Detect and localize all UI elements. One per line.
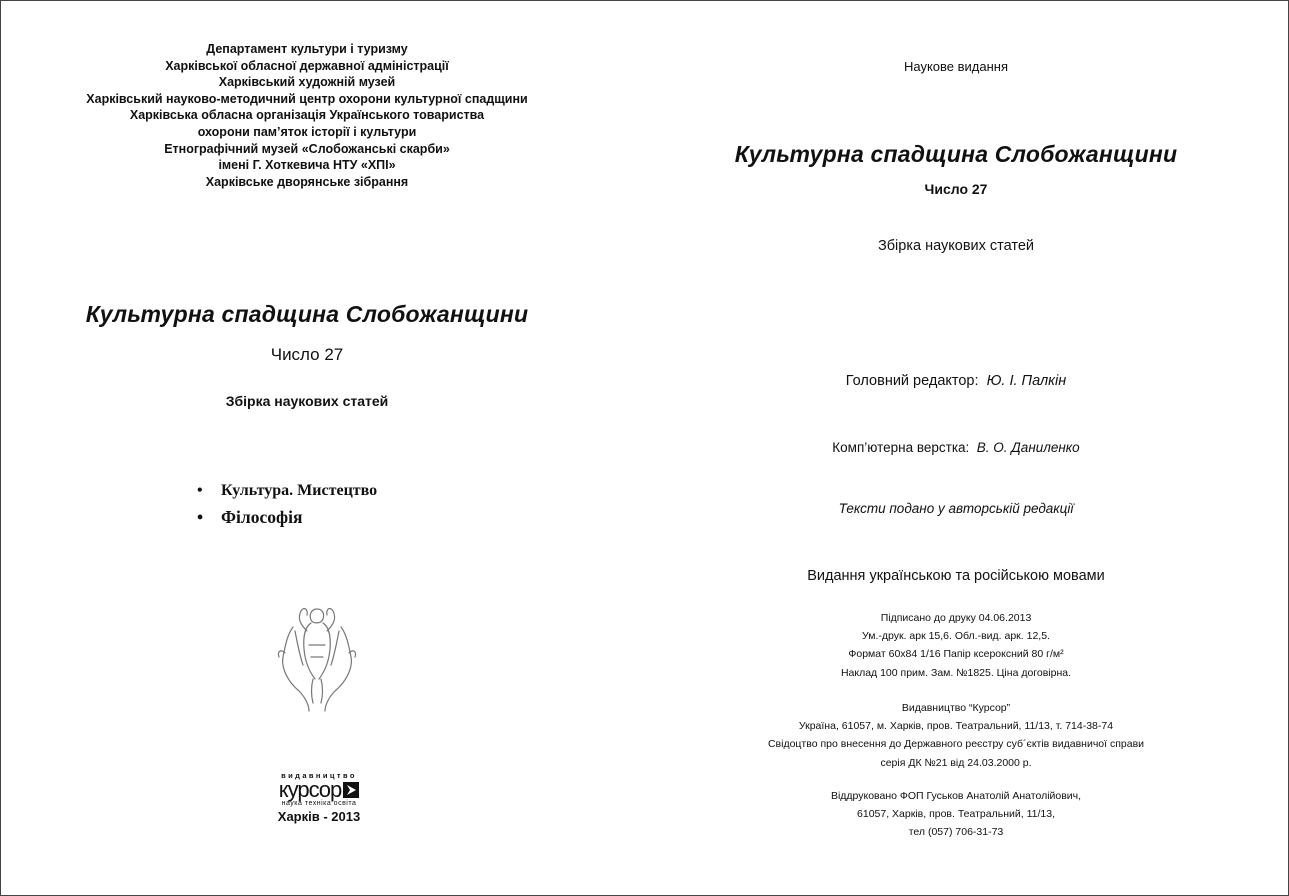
page-title: Культурна спадщина Слобожанщини (734, 141, 1178, 167)
printer-line: 61057, Харків, пров. Театральний, 11/13, (857, 808, 1055, 821)
layout-label: Комп’ютерна верстка: (832, 440, 970, 455)
organization-line: Харківської обласної державної адміністрації (165, 58, 449, 73)
collection-label: Збірка наукових статей (877, 238, 1035, 254)
languages-note: Видання українською та російською мовами (807, 568, 1105, 584)
organization-line: Харківський художній музей (218, 75, 396, 90)
organization-line: Харківське дворянське зібрання (205, 174, 409, 189)
layout-credit-line (701, 440, 1211, 455)
bullet-icon: • (197, 482, 203, 499)
publisher-info-line: Україна, 61057, м. Харків, пров. Театральний, 11/13, т. 714-38-74 (798, 720, 1114, 733)
topic-label: Культура. Мистецтво (221, 482, 378, 499)
publisher-info-line: Видавництво “Курсор” (901, 702, 1011, 714)
list-item (197, 477, 377, 504)
city-year: Харків - 2013 (277, 809, 361, 824)
chief-editor-line (701, 373, 1211, 389)
printer-line: Віддруковано ФОП Гуськов Анатолій Анатолійович, (830, 790, 1082, 802)
issue-number: Число 27 (270, 345, 344, 364)
imprint-line: Наклад 100 прим. Зам. №1825. Ціна договірна. (840, 666, 1072, 679)
page-title: Культурна спадщина Слобожанщини (85, 301, 529, 327)
chief-editor-name: Ю. І. Палкін (986, 373, 1067, 389)
topics-list (197, 477, 377, 531)
publisher-wordmark (271, 777, 367, 802)
list-item (197, 504, 377, 531)
right-page (701, 1, 1211, 895)
publisher-tagline: наука техніка освіта (281, 800, 357, 807)
publisher-info-line: Свідоцтво про внесення до Державного реєстру суб´єктів видавничої справи (767, 738, 1145, 751)
collection-label: Збірка наукових статей (225, 393, 389, 409)
layout-name: В. О. Даниленко (976, 440, 1080, 455)
editorial-note: Тексти подано у авторській редакції (838, 501, 1074, 516)
imprint-block (701, 609, 1211, 682)
left-page (1, 1, 613, 895)
organization-line: Департамент культури і туризму (206, 42, 408, 56)
publisher-logo (271, 771, 367, 825)
organization-line: Харківська обласна організація Українського товариства (129, 108, 485, 123)
imprint-line: Формат 60x84 1/16 Папір ксероксний 80 г/м² (848, 648, 1064, 661)
imprint-line: Ум.-друк. арк 15,6. Обл.-вид. арк. 12,5. (862, 630, 1050, 643)
organization-line: Харківський науково-методичний центр охорони культурної спадщини (86, 91, 528, 106)
chief-editor-label: Головний редактор: (845, 373, 979, 389)
imprint-line: Підписано до друку 04.06.2013 (880, 612, 1032, 624)
publisher-info-line: серія ДК №21 від 24.03.2000 р. (880, 756, 1032, 769)
publisher-info-block (701, 699, 1211, 772)
bullet-icon: • (197, 507, 204, 527)
topic-label: Філософія (221, 507, 303, 527)
organizations-list (1, 41, 613, 190)
hands-holding-figure-emblem-icon (271, 601, 363, 713)
printer-line: тел (057) 706-31-73 (908, 826, 1004, 839)
genre-label: Наукове видання (903, 59, 1009, 74)
organization-line: Етнографічний музей «Слобожанські скарби» (164, 141, 450, 156)
issue-number: Число 27 (924, 181, 988, 197)
organization-line: охорони пам’яток історії і культури (197, 124, 417, 139)
publisher-small-label: видавництво (281, 771, 357, 780)
publisher-logo-text: курсор (278, 777, 342, 802)
printer-block (701, 787, 1211, 842)
cursor-arrow-icon (343, 782, 359, 798)
organization-line: імені Г. Хоткевича НТУ «ХПІ» (218, 158, 396, 173)
